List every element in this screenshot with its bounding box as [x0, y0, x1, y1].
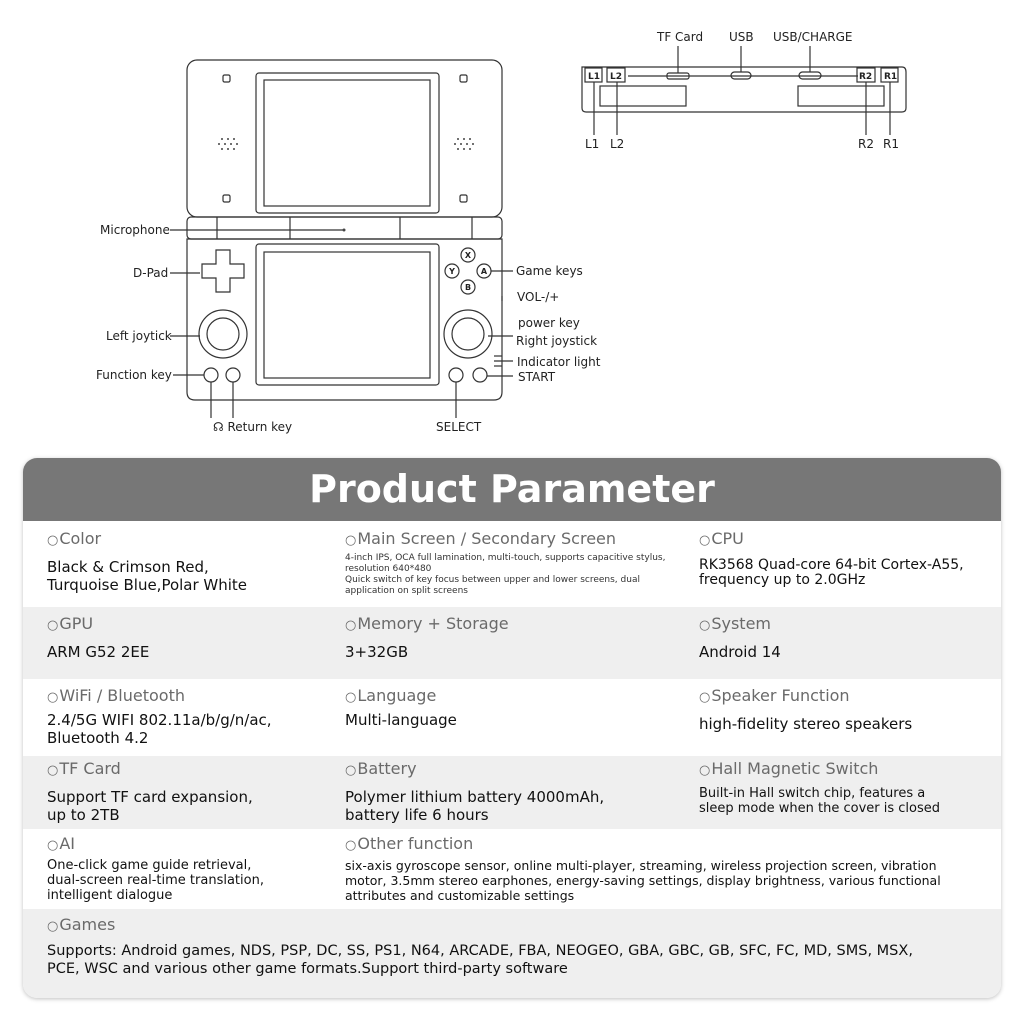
param-other-function	[345, 835, 995, 903]
label-indicator-light: Indicator light	[517, 355, 601, 369]
label-r2-key: R2	[859, 72, 873, 82]
param-title: ○ Language	[345, 687, 685, 707]
param-wifi-bluetooth	[47, 687, 337, 747]
product-parameter-panel	[23, 458, 1001, 998]
param-title: ○ Main Screen / Secondary Screen	[345, 530, 685, 550]
button-b-label: B	[464, 283, 472, 292]
param-value: Android 14	[699, 643, 781, 661]
label-function-key: Function key	[96, 368, 172, 382]
param-title: ○ Speaker Function	[699, 687, 989, 707]
label-microphone: Microphone	[100, 223, 170, 237]
button-a-label: A	[480, 267, 488, 276]
param-value: Black & Crimson Red, Turquoise Blue,Polar White	[47, 558, 248, 594]
param-title: ○ WiFi / Bluetooth	[47, 687, 337, 707]
lower-screen-bezel	[256, 244, 439, 385]
param-main-screen	[345, 530, 685, 597]
param-value: One-click game guide retrieval, dual-screen real-time translation, intelligent dialogue	[47, 858, 264, 903]
upper-screen	[264, 80, 430, 206]
label-l1: L1	[585, 137, 600, 151]
label-l2: L2	[610, 137, 625, 151]
param-title: ○ System	[699, 615, 989, 635]
button-y-label: Y	[449, 267, 455, 276]
label-start: START	[518, 370, 556, 384]
param-title: ○ Color	[47, 530, 337, 550]
label-left-joystick: Left joytick	[106, 329, 172, 343]
param-title: ○ GPU	[47, 615, 337, 635]
label-vol: VOL-/+	[517, 290, 560, 304]
param-title: ○ Games	[47, 916, 992, 936]
param-title: ○ CPU	[699, 530, 989, 550]
param-value: 4-inch IPS, OCA full lamination, multi-touch, supports capacitive stylus, resolution 640*480 Quick switch of key focus between upper and lower screens, dual application on split screens	[345, 553, 666, 596]
param-tf-card	[47, 760, 337, 824]
panel-title: Product Parameter	[23, 458, 1001, 521]
param-value: ARM G52 2EE	[47, 643, 150, 661]
param-value: high-fidelity stereo speakers	[699, 715, 913, 733]
label-tf-card-port: TF Card	[657, 30, 704, 44]
lower-screen	[264, 252, 430, 378]
label-return-key: ☊ Return key	[213, 420, 293, 434]
label-select: SELECT	[436, 420, 482, 434]
param-title: ○ Memory + Storage	[345, 615, 685, 635]
label-r1-key: R1	[884, 72, 898, 82]
param-hall-switch	[699, 760, 997, 816]
upper-screen-bezel	[256, 73, 439, 213]
param-language	[345, 687, 685, 729]
param-title: ○ AI	[47, 835, 337, 855]
label-power-key: power key	[518, 316, 580, 330]
label-r1: R1	[883, 137, 899, 151]
button-x-label: X	[464, 251, 472, 260]
param-title: ○ Battery	[345, 760, 685, 780]
param-ai	[47, 835, 337, 903]
hinge	[187, 217, 502, 239]
dpad-shape	[202, 250, 244, 292]
param-system	[699, 615, 989, 661]
param-title: ○ Other function	[345, 835, 995, 855]
label-usb-charge-port: USB/CHARGE	[773, 30, 853, 44]
label-l1-key: L1	[588, 72, 600, 82]
param-value: 3+32GB	[345, 643, 409, 661]
lower-body	[187, 239, 502, 400]
param-value: Supports: Android games, NDS, PSP, DC, SS, PS1, N64, ARCADE, FBA, NEOGEO, GBA, GBC, GB, SFC, FC, MD, SMS, MSX, PCE, WSC and various other game formats.Support third-party software	[47, 943, 913, 977]
param-value: Multi-language	[345, 711, 457, 729]
param-memory-storage	[345, 615, 685, 661]
param-value: Support TF card expansion, up to 2TB	[47, 788, 253, 824]
param-speaker-function	[699, 687, 989, 733]
param-value: 2.4/5G WIFI 802.11a/b/g/n/ac, Bluetooth 4.2	[47, 711, 272, 747]
label-usb-port: USB	[729, 30, 754, 44]
param-gpu	[47, 615, 337, 661]
label-dpad: D-Pad	[133, 266, 169, 280]
label-r2: R2	[858, 137, 874, 151]
param-title: ○ Hall Magnetic Switch	[699, 760, 997, 780]
param-games	[47, 916, 992, 978]
param-value: Built-in Hall switch chip, features a sleep mode when the cover is closed	[699, 786, 940, 816]
param-color	[47, 530, 337, 594]
param-battery	[345, 760, 685, 824]
param-value: Polymer lithium battery 4000mAh, battery life 6 hours	[345, 788, 605, 824]
headphone-icon: ☊	[213, 420, 224, 434]
param-value: six-axis gyroscope sensor, online multi-player, streaming, wireless projection screen, vibration motor, 3.5mm stereo earphones, energy-saving settings, display brightness, various functional attributes and customizable settings	[345, 858, 941, 903]
label-right-joystick: Right joystick	[516, 334, 598, 348]
param-value: RK3568 Quad-core 64-bit Cortex-A55, frequency up to 2.0GHz	[699, 557, 964, 588]
label-l2-key: L2	[610, 72, 622, 82]
param-cpu	[699, 530, 989, 588]
param-title: ○ TF Card	[47, 760, 337, 780]
label-game-keys: Game keys	[516, 264, 583, 278]
